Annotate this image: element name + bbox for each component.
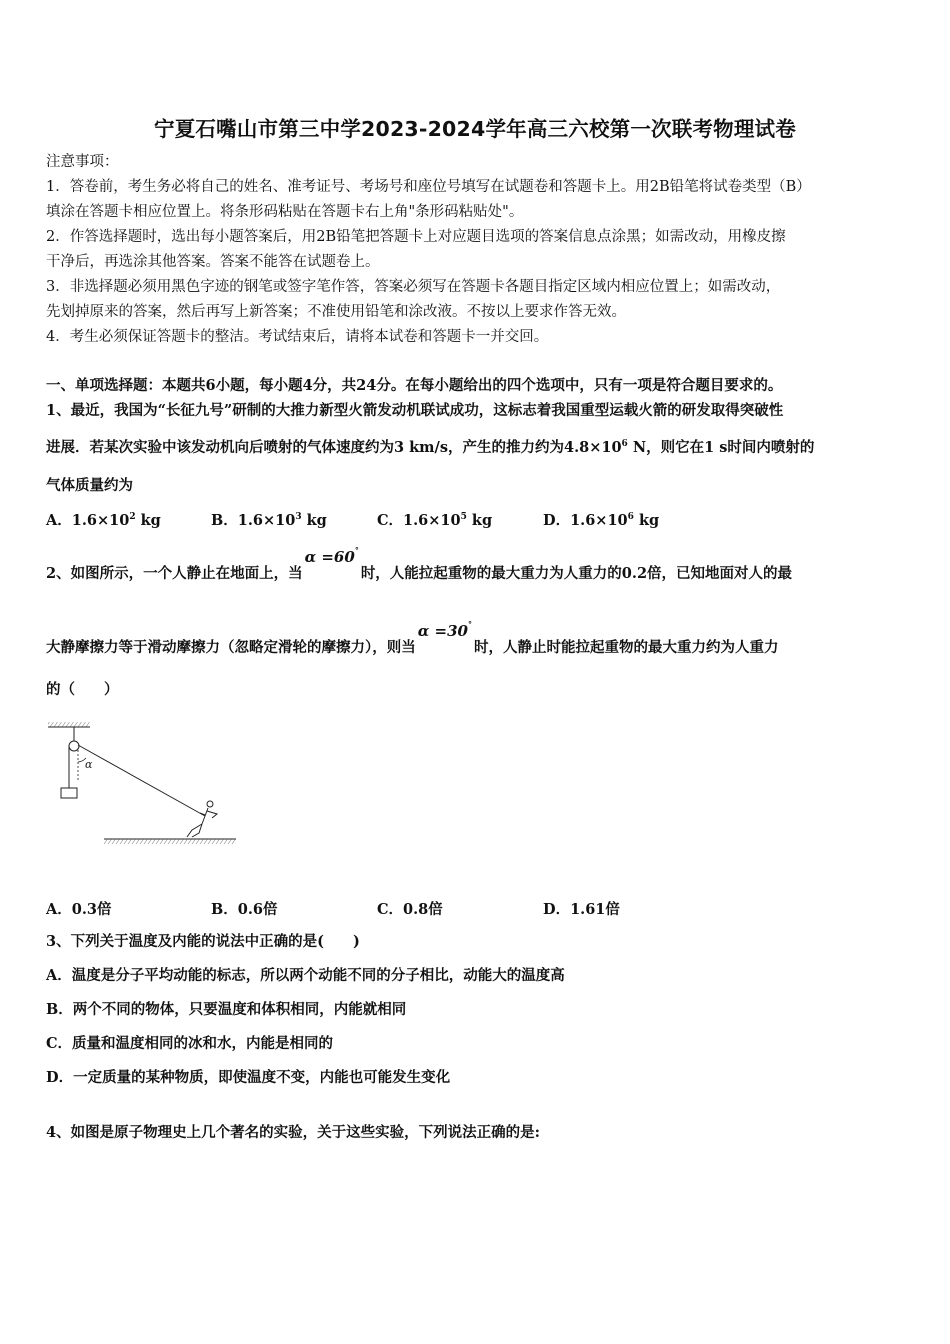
- q2-stem-line2: 大静摩擦力等于滑动摩擦力（忽略定滑轮的摩擦力），则当α =30°时，人静止时能拉起重物的最大重力约为人重力: [46, 630, 778, 658]
- weight-block: [61, 788, 77, 798]
- ground-hatch: [104, 839, 236, 844]
- notice-line: 1．答卷前，考生务必将自己的姓名、准考证号、考场号和座位号填写在试题卷和答题卡上。用2B铅笔将试卷类型（B）: [46, 179, 811, 195]
- q3-option-d[interactable]: D．一定质量的某种物质，即使温度不变，内能也可能发生变化: [46, 1069, 451, 1086]
- q4-stem: 4、如图是原子物理史上几个著名的实验，关于这些实验，下列说法正确的是:: [46, 1124, 540, 1141]
- q3-option-c[interactable]: C．质量和温度相同的冰和水，内能是相同的: [46, 1035, 334, 1052]
- notice-line: 先划掉原来的答案，然后再写上新答案；不准使用铅笔和涂改液。不按以上要求作答无效。: [46, 304, 626, 320]
- alpha-label: α: [85, 758, 93, 771]
- q1-stem-line3: 气体质量约为: [46, 477, 133, 494]
- page-title: 宁夏石嘴山市第三中学2023-2024学年高三六校第一次联考物理试卷: [154, 117, 796, 141]
- q3-stem: 3、下列关于温度及内能的说法中正确的是( ): [46, 933, 360, 950]
- notice-line: 4．考生必须保证答题卡的整洁。考试结束后，请将本试卷和答题卡一并交回。: [46, 329, 549, 345]
- q2-option-c[interactable]: C．0.8倍: [377, 901, 443, 918]
- notice-line: 2．作答选择题时，选出每小题答案后，用2B铅笔把答题卡上对应题目选项的答案信息点涂黑；如需改动，用橡皮擦: [46, 229, 786, 245]
- q2-option-a[interactable]: A．0.3倍: [46, 901, 112, 918]
- q2-option-d[interactable]: D．1.61倍: [543, 901, 620, 918]
- ceiling-hatch: [48, 722, 90, 727]
- section-heading: 一、单项选择题：本题共6小题，每小题4分，共24分。在每小题给出的四个选项中，只有一项是符合题目要求的。: [46, 377, 783, 394]
- notice-line: 干净后，再选涂其他答案。答案不能答在试题卷上。: [46, 254, 380, 270]
- q1-option-c[interactable]: C．$1.6\times 10^5$ kg: [377, 512, 493, 529]
- person-icon: [187, 801, 217, 837]
- q3-option-b[interactable]: B．两个不同的物体，只要温度和体积相同，内能就相同: [46, 1001, 407, 1018]
- q2-stem-line1: 2、如图所示，一个人静止在地面上，当α =60°时，人能拉起重物的最大重力为人重力的0.2倍，已知地面对人的最: [46, 556, 792, 584]
- notice-line: 3．非选择题必须用黑色字迹的钢笔或签字笔作答，答案必须写在答题卡各题目指定区域内相应位置上；如需改动，: [46, 279, 781, 295]
- q2-option-b[interactable]: B．0.6倍: [211, 901, 278, 918]
- q1-stem-line2: 进展．若某次实验中该发动机向后喷射的气体速度约为3 km/s，产生的推力约为$4.8\times 10^6$ N，则它在1 s时间内喷射的: [46, 439, 815, 456]
- q2-stem-line3: 的（ ）: [46, 681, 119, 698]
- q1-option-a[interactable]: A．$1.6\times 10^2$ kg: [46, 512, 161, 529]
- slanted-rope: [78, 745, 205, 816]
- pulley-wheel-icon: [69, 741, 79, 751]
- q3-option-a[interactable]: A．温度是分子平均动能的标志，所以两个动能不同的分子相比，动能大的温度高: [46, 967, 565, 984]
- pulley-figure: [40, 718, 240, 853]
- q1-stem-line1: 1、最近，我国为“长征九号”研制的大推力新型火箭发动机联试成功，这标志着我国重型运载火箭的研发取得突破性: [46, 402, 784, 419]
- notice-line: 填涂在答题卡相应位置上。将条形码粘贴在答题卡右上角"条形码粘贴处"。: [46, 204, 524, 220]
- alpha-60-formula: α =60°: [304, 545, 359, 566]
- q1-option-b[interactable]: B．$1.6\times 10^3$ kg: [211, 512, 327, 529]
- alpha-30-formula: α =30°: [417, 619, 472, 640]
- notice-heading: 注意事项：: [46, 154, 119, 170]
- q1-option-d[interactable]: D．$1.6\times 10^6$ kg: [543, 512, 660, 529]
